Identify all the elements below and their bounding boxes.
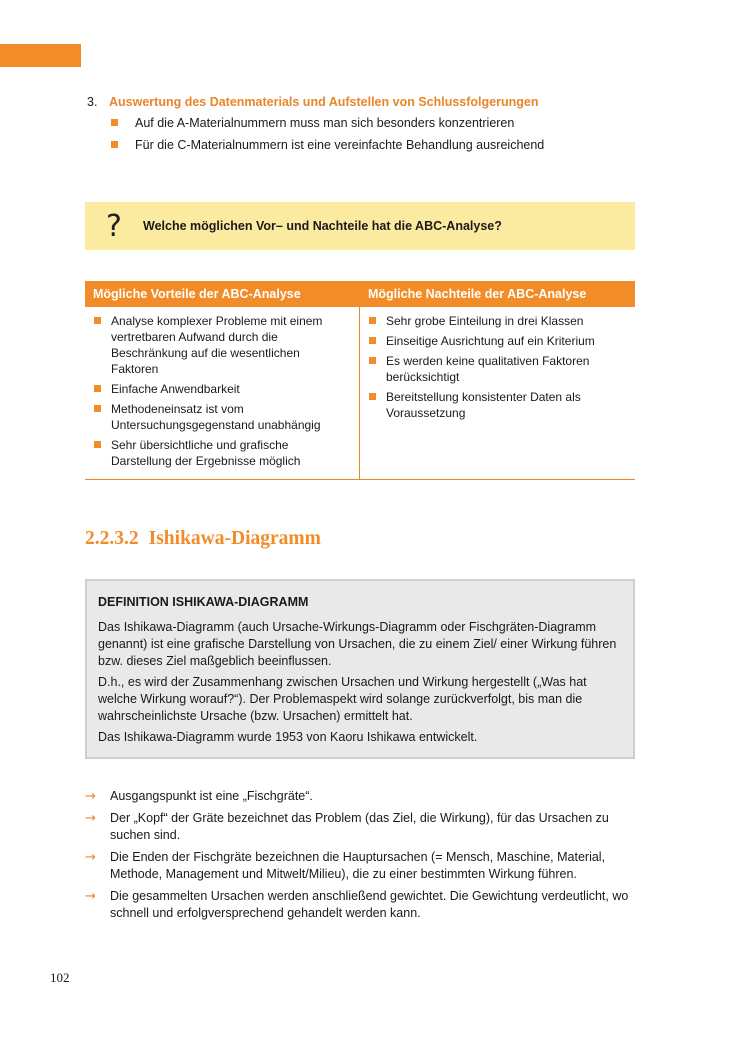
question-mark-icon: ? <box>106 208 122 244</box>
disadvantages-header: Mögliche Nachteile der ABC-Analyse <box>368 287 587 301</box>
definition-paragraph: Das Ishikawa-Diagramm (auch Ursache-Wirkungs-Diagramm oder Fischgräten-Diagramm genannt) ist eine grafische Darstellung von Ursachen, die zu einem Ziel/ einer Wirkung führen bzw. dieses Ziel maßgeblich beeinflussen. <box>98 620 617 668</box>
section-heading <box>85 528 321 550</box>
question-text: Welche möglichen Vor– und Nachteile hat die ABC-Analyse? <box>143 219 502 233</box>
list-item: Einseitige Ausrichtung auf ein Kriterium <box>368 333 625 349</box>
advantages-column <box>85 307 360 479</box>
square-bullet-icon <box>369 357 376 364</box>
list-item: → Die gesammelten Ursachen werden anschließend gewichtet. Die Gewichtung verdeutlicht, wo schnell und erfolgversprechend gehandelt werden kann. <box>85 888 629 920</box>
list-item: Bereitstellung konsistenter Daten als Voraussetzung <box>368 389 625 421</box>
list-item: Für die C-Materialnummern ist eine vereinfachte Behandlung ausreichend <box>109 137 647 154</box>
list-item: Einfache Anwendbarkeit <box>93 381 349 397</box>
disadvantages-column <box>360 307 635 479</box>
definition-title: DEFINITION ISHIKAWA-DIAGRAMM <box>98 595 309 609</box>
square-bullet-icon <box>94 441 101 448</box>
arrow-right-icon: → <box>85 849 96 865</box>
definition-paragraph: D.h., es wird der Zusammenhang zwischen Ursachen und Wirkung hergestellt („Was hat welche Wirkung worauf?“). Der Problemaspekt wird solange zurückverfolgt, bis man die wahrscheinlichste Ursache (bzw. Ursachen) ermittelt hat. <box>98 675 587 723</box>
step-heading <box>87 94 647 111</box>
list-item: Auf die A-Materialnummern muss man sich besonders konzentrieren <box>109 115 647 132</box>
definition-box <box>85 579 635 759</box>
section-title: Ishikawa-Diagramm <box>148 528 321 549</box>
comparison-header <box>85 281 635 307</box>
page-number: 102 <box>50 970 70 985</box>
list-item: → Die Enden der Fischgräte bezeichnen die Hauptursachen (= Mensch, Maschine, Material, Methode, Management und Mitwelt/Milieu), die zu einer bestimmten Wirkung führen. <box>85 849 606 881</box>
square-bullet-icon <box>369 317 376 324</box>
square-bullet-icon <box>94 405 101 412</box>
square-bullet-icon <box>94 385 101 392</box>
question-box <box>85 202 635 250</box>
step-list <box>109 115 647 154</box>
arrow-right-icon: → <box>85 789 96 804</box>
arrow-right-icon: → <box>85 888 96 904</box>
list-item: Sehr grobe Einteilung in drei Klassen <box>368 313 625 329</box>
square-bullet-icon <box>111 119 118 126</box>
step-number: 3. <box>87 95 98 109</box>
definition-paragraph: Das Ishikawa-Diagramm wurde 1953 von Kaoru Ishikawa entwickelt. <box>98 730 478 744</box>
square-bullet-icon <box>369 393 376 400</box>
step-title: Auswertung des Datenmaterials und Aufstellen von Schlussfolgerungen <box>109 95 539 109</box>
square-bullet-icon <box>369 337 376 344</box>
list-item: → Ausgangspunkt ist eine „Fischgräte“. <box>85 789 313 804</box>
list-item: Analyse komplexer Probleme mit einem vertretbaren Aufwand durch die Beschränkung auf die wesentlichen Faktoren <box>93 313 349 377</box>
list-item: Es werden keine qualitativen Faktoren berücksichtigt <box>368 353 625 385</box>
arrow-right-icon: → <box>85 810 96 826</box>
list-item: Methodeneinsatz ist vom Untersuchungsgegenstand unabhängig <box>93 401 349 433</box>
arrow-bullet-list <box>85 788 635 927</box>
advantages-header: Mögliche Vorteile der ABC-Analyse <box>93 287 301 301</box>
square-bullet-icon <box>111 141 118 148</box>
list-item: → Der „Kopf“ der Gräte bezeichnet das Problem (das Ziel, die Wirkung), für das Ursachen zu suchen sind. <box>85 810 609 842</box>
step-3 <box>87 94 647 159</box>
section-number: 2.2.3.2 <box>85 528 139 549</box>
list-item: Sehr übersichtliche und grafische Darstellung der Ergebnisse möglich <box>93 437 349 469</box>
square-bullet-icon <box>94 317 101 324</box>
comparison-table <box>85 281 635 480</box>
chapter-tab-marker <box>0 44 81 67</box>
